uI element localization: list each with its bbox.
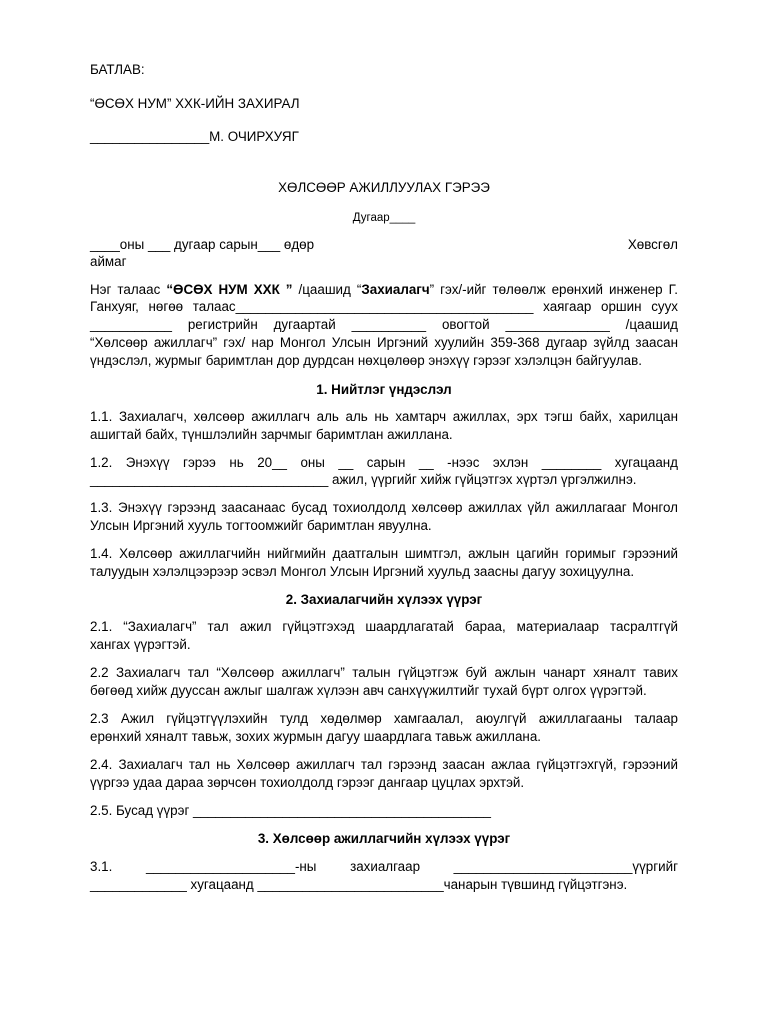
clause-1-3-line-1: 1.3. Энэхүү гэрээнд заасанаас бусад тохиолдолд хөлсөөр ажиллах үйл ажиллагааг Монгол (90, 500, 678, 515)
clause-1-1-line-2: ашигтай байх, түншлэлийн зарчмыг баримтлан ажиллана. (90, 427, 453, 442)
intro-line-1 (90, 281, 678, 298)
clause-1-3-line-2: Улсын Иргэний хууль тогтоомжийг баримтлан явуулна. (90, 518, 432, 533)
intro-text: ” гэх/-ийг төлөөлж ерөнхий инженер Г. (429, 282, 678, 297)
clause-3-1-line-2: _____________ хугацаанд _________________________чанарын түвшинд гүйцэтгэнэ. (90, 877, 628, 892)
client-term: Захиалагч (361, 282, 430, 297)
intro-text: /цаашид “ (292, 282, 362, 297)
date-place-line (90, 236, 678, 253)
clause-2-2-line-2: бөгөөд хийж дууссан ажлыг шалгаж хүлээн авч санхүүжилтийг тухай бүрт олгох үүрэгтэй. (90, 683, 647, 698)
section-heading-text: 2. Захиалагчийн хүлээх үүрэг (285, 592, 483, 607)
clause-2-1-line-2: хангах үүрэгтэй. (90, 637, 191, 652)
clause-2-4-line-1: 2.4. Захиалагч тал нь Хөлсөөр ажиллагч тал гэрээнд заасан ажлаа гүйцэтгэхгүй, гэрээний (90, 757, 678, 772)
intro-line-3: ___________ регистрийн дугаартай __________ овогтой ______________ /цаашид (90, 317, 678, 332)
intro-line-2: Ганхуяг, нөгөө талааc________________________________________ хаягаар оршин суух (90, 299, 678, 314)
date-line: ____оны ___ дугаар сарын___ өдөр (90, 237, 315, 252)
section-2-heading (90, 591, 678, 608)
place-line-2: аймаг (90, 254, 127, 269)
clause-1-2-line-1: 1.2. Энэхүү гэрээ нь 20__ оны __ сарын __ -нээс эхлэн ________ хугацаанд (90, 455, 678, 470)
director-title: “ӨСӨХ НУМ” ХХК-ИЙН ЗАХИРАЛ (90, 96, 300, 111)
clause-2-2-line-1: 2.2 Захиалагч тал “Хөлсөөр ажиллагч” талын гүйцэтгэж буй ажлын чанарт хяналт тавих (90, 665, 678, 680)
clause-2-4-line-2: үүргээ удаа дараа зөрчсөн тохиолдолд гэрээг дангаар цуцлах эрхтэй. (90, 775, 525, 790)
approval-label: БАТЛАВ: (90, 62, 145, 77)
intro-line-4: “Хөлсөөр ажиллагч” гэх/ нар Монгол Улсын Иргэний хуулийн 359-368 дугаар зүйлд заасан (90, 335, 678, 350)
clause-1-4-line-2: талуудын хэлэлцээрээр эсвэл Монгол Улсын Иргэний хуульд заасны дагуу зохицуулна. (90, 564, 635, 579)
clause-2-3-line-2: ерөнхий хяналт тавьж, зохих журмын дагуу шаардлага тавьж ажиллана. (90, 729, 541, 744)
clause-2-3-line-1: 2.3 Ажил гүйцэтгүүлэхийн тулд хөдөлмөр хамгаалал, аюулгүй ажиллагааны талаар (90, 711, 678, 726)
contract-number: Дугаар____ (352, 212, 416, 224)
section-heading-text: 1. Нийтлэг үндэслэл (316, 382, 452, 397)
contract-title: ХӨЛСӨӨР АЖИЛЛУУЛАХ ГЭРЭЭ (278, 180, 490, 195)
place-line: Хөвсгөл (627, 237, 678, 252)
intro-line-5: үндэслэл, журмыг баримтлан дор дурдсан нөхцөлөөр энэхүү гэрээг хэлэлцэн байгуулав. (90, 353, 642, 368)
company-name: “ӨСӨХ НУМ ХХК ” (166, 282, 293, 297)
clause-3-1-line-1: 3.1. ____________________-ны захиалгаар ________________________үүргийг (90, 859, 678, 874)
signature-line: ________________М. ОЧИРХУЯГ (90, 129, 299, 144)
section-3-heading (90, 830, 678, 847)
clause-2-1-line-1: 2.1. “Захиалагч” тал ажил гүйцэтгэхэд шаардлагатай бараа, материалаар тасралтгүй (90, 619, 678, 634)
intro-text: Нэг талаас (90, 282, 167, 297)
section-1-heading (90, 381, 678, 398)
clause-2-5: 2.5. Бусад үүрэг ________________________________________ (90, 803, 491, 818)
clause-1-2-line-2: ________________________________ ажил, үүргийг хийж гүйцэтгэх хүртэл үргэлжилнэ. (90, 472, 637, 487)
clause-1-4-line-1: 1.4. Хөлсөөр ажиллагчийн нийгмийн даатгалын шимтгэл, ажлын цагийн горимыг гэрээний (90, 546, 678, 561)
clause-1-1-line-1: 1.1. Захиалагч, хөлсөөр ажиллагч аль аль нь хамтарч ажиллах, эрх тэгш байх, харилцан (90, 409, 678, 424)
section-heading-text: 3. Хөлсөөр ажиллагчийн хүлээх үүрэг (257, 831, 511, 846)
